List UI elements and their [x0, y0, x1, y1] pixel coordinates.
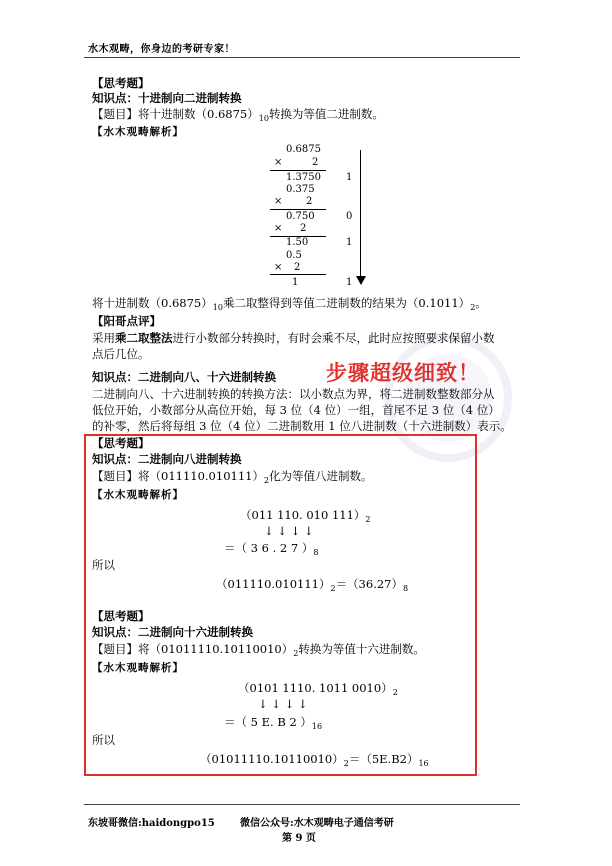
comment-line2: 点后几位。	[92, 347, 150, 361]
box1-analysis-tag: 【水木观畴解析】	[92, 489, 184, 501]
box2-groups-text: （0101 1110. 1011 0010）	[238, 681, 393, 695]
section1-analysis-tag: 【水木观畴解析】	[92, 126, 184, 138]
calc-step-5: 1.50	[286, 237, 309, 248]
comment-bold: 乘二取整法	[115, 331, 173, 345]
comment-post: 进行小数部分转换时，有时会乘不尽，此时应按照要求保留小数	[172, 331, 495, 345]
result-mid: 乘二取整得到等值二进制数的结果为（0.1011）	[222, 296, 471, 310]
section1-tag: 【思考题】	[92, 76, 150, 90]
calc-rule-2	[270, 209, 326, 210]
box2-question-suffix: 转换为等值十六进制数。	[298, 642, 425, 656]
box1-question	[92, 469, 373, 488]
calc-rule-4	[270, 274, 326, 275]
box1-groups-sub: 2	[365, 515, 371, 524]
section1-result	[92, 296, 487, 315]
box1-knowledge: 知识点：二进制向八进制转换	[92, 452, 242, 466]
calc-step-6: 1	[292, 277, 299, 288]
footer-divider	[84, 804, 520, 805]
calc-times-1: ×	[274, 157, 283, 168]
result-sub2: 2	[470, 303, 476, 312]
calc-mult-2: 2	[306, 196, 313, 207]
comment-line1	[92, 331, 495, 346]
box1-tag: 【思考题】	[92, 436, 150, 450]
box2-eq-text: ＝（ 5 E. B 2 ）	[224, 715, 312, 729]
box1-final-mid: ＝（36.27）	[335, 577, 403, 591]
question-suffix: 转换为等值二进制数。	[268, 107, 384, 121]
calc-mult-3: 2	[300, 223, 307, 234]
calc-step-2: 0.375	[286, 184, 315, 195]
section2-knowledge: 知识点：二进制向八、十六进制转换	[92, 370, 276, 384]
calc-bit-3: 1	[346, 237, 353, 248]
box2-final	[200, 752, 429, 771]
box2-arrows: ↓ ↓ ↓ ↓	[258, 697, 308, 711]
box1-arrows: ↓ ↓ ↓ ↓	[264, 524, 314, 538]
header-slogan: 水木观畴，你身边的考研专家！	[88, 44, 235, 55]
box1-final	[216, 577, 408, 596]
box2-tag: 【思考题】	[92, 609, 150, 623]
box1-question-sub: 2	[263, 476, 270, 485]
section2-line1: 二进制向八、十六进制转换的转换方法：以小数点为界，将二进制数整数部分从	[92, 387, 495, 401]
box2-final-text: （01011110.10110010）	[200, 752, 344, 766]
read-direction-line	[360, 150, 361, 278]
box1-final-sub: 2	[330, 584, 336, 593]
box2-final-sub2: 16	[418, 759, 429, 768]
highlight-banner: 步骤超级细致！	[326, 361, 480, 385]
down-arrow-icon	[356, 276, 366, 285]
box2-eq-sub: 16	[311, 722, 323, 731]
box1-final-text: （011110.010111）	[216, 577, 331, 591]
calc-top-value: 0.6875	[286, 144, 321, 155]
box2-question	[92, 642, 425, 661]
box1-groups-text: （011 110. 010 111）	[240, 508, 366, 522]
comment-tag: 【阳哥点评】	[92, 314, 161, 328]
box1-so: 所以	[92, 558, 115, 572]
box2-eq	[224, 715, 322, 734]
box2-groups-sub: 2	[392, 688, 398, 697]
box2-question-prefix: 【题目】将（01011110.10110010）	[92, 642, 294, 656]
box2-question-sub: 2	[293, 649, 299, 658]
question-sub: 10	[258, 114, 269, 123]
box2-analysis-tag: 【水木观畴解析】	[92, 662, 184, 674]
box2-so: 所以	[92, 733, 115, 747]
footer-wechat: 东坡哥微信:haidongpo15	[88, 818, 215, 829]
result-end: 。	[475, 296, 487, 310]
calc-times-3: ×	[274, 223, 283, 234]
page-number: 第 9 页	[282, 833, 316, 844]
box1-eq	[224, 541, 318, 560]
section1-knowledge: 知识点：十进制向二进制转换	[92, 91, 242, 105]
box2-final-sub: 2	[343, 759, 349, 768]
calc-step-4: 0.5	[286, 250, 302, 261]
footer-official-account: 微信公众号:水木观畴电子通信考研	[240, 818, 394, 829]
calc-times-2: ×	[274, 196, 283, 207]
header-divider	[84, 57, 520, 58]
calc-rule-1	[270, 170, 326, 171]
result-prefix: 将十进制数（0.6875）	[92, 296, 213, 310]
calc-bit-1: 1	[346, 172, 353, 183]
section2-line3: 的补零，然后将每组 3 位（4 位）二进制数用 1 位八进制数（十六进制数）表示。	[92, 419, 512, 433]
calc-mult-1: 2	[312, 157, 319, 168]
box1-question-prefix: 【题目】将（011110.010111）	[92, 469, 264, 483]
box1-question-suffix: 化为等值八进制数。	[269, 469, 373, 483]
box2-knowledge: 知识点：二进制向十六进制转换	[92, 625, 253, 639]
calc-times-4: ×	[274, 262, 283, 273]
calc-step-3: 0.750	[286, 211, 315, 222]
box2-final-mid: ＝（5E.B2）	[348, 752, 419, 766]
box1-eq-text: ＝（ 3 6 . 2 7 ）	[224, 541, 314, 555]
calc-bit-2: 0	[346, 211, 353, 222]
result-sub: 10	[212, 303, 223, 312]
comment-pre: 采用	[92, 331, 115, 345]
question-prefix: 【题目】将十进制数（0.6875）	[92, 107, 259, 121]
section2-line2: 低位开始，小数部分从高位开始，每 3 位（4 位）一组，首尾不足 3 位（4 位）	[92, 403, 500, 417]
calc-bit-4: 1	[346, 277, 353, 288]
calc-step-1: 1.3750	[286, 172, 321, 183]
box1-final-sub2: 8	[402, 584, 409, 593]
box1-eq-sub: 8	[313, 548, 319, 557]
calc-mult-4: 2	[294, 262, 301, 273]
